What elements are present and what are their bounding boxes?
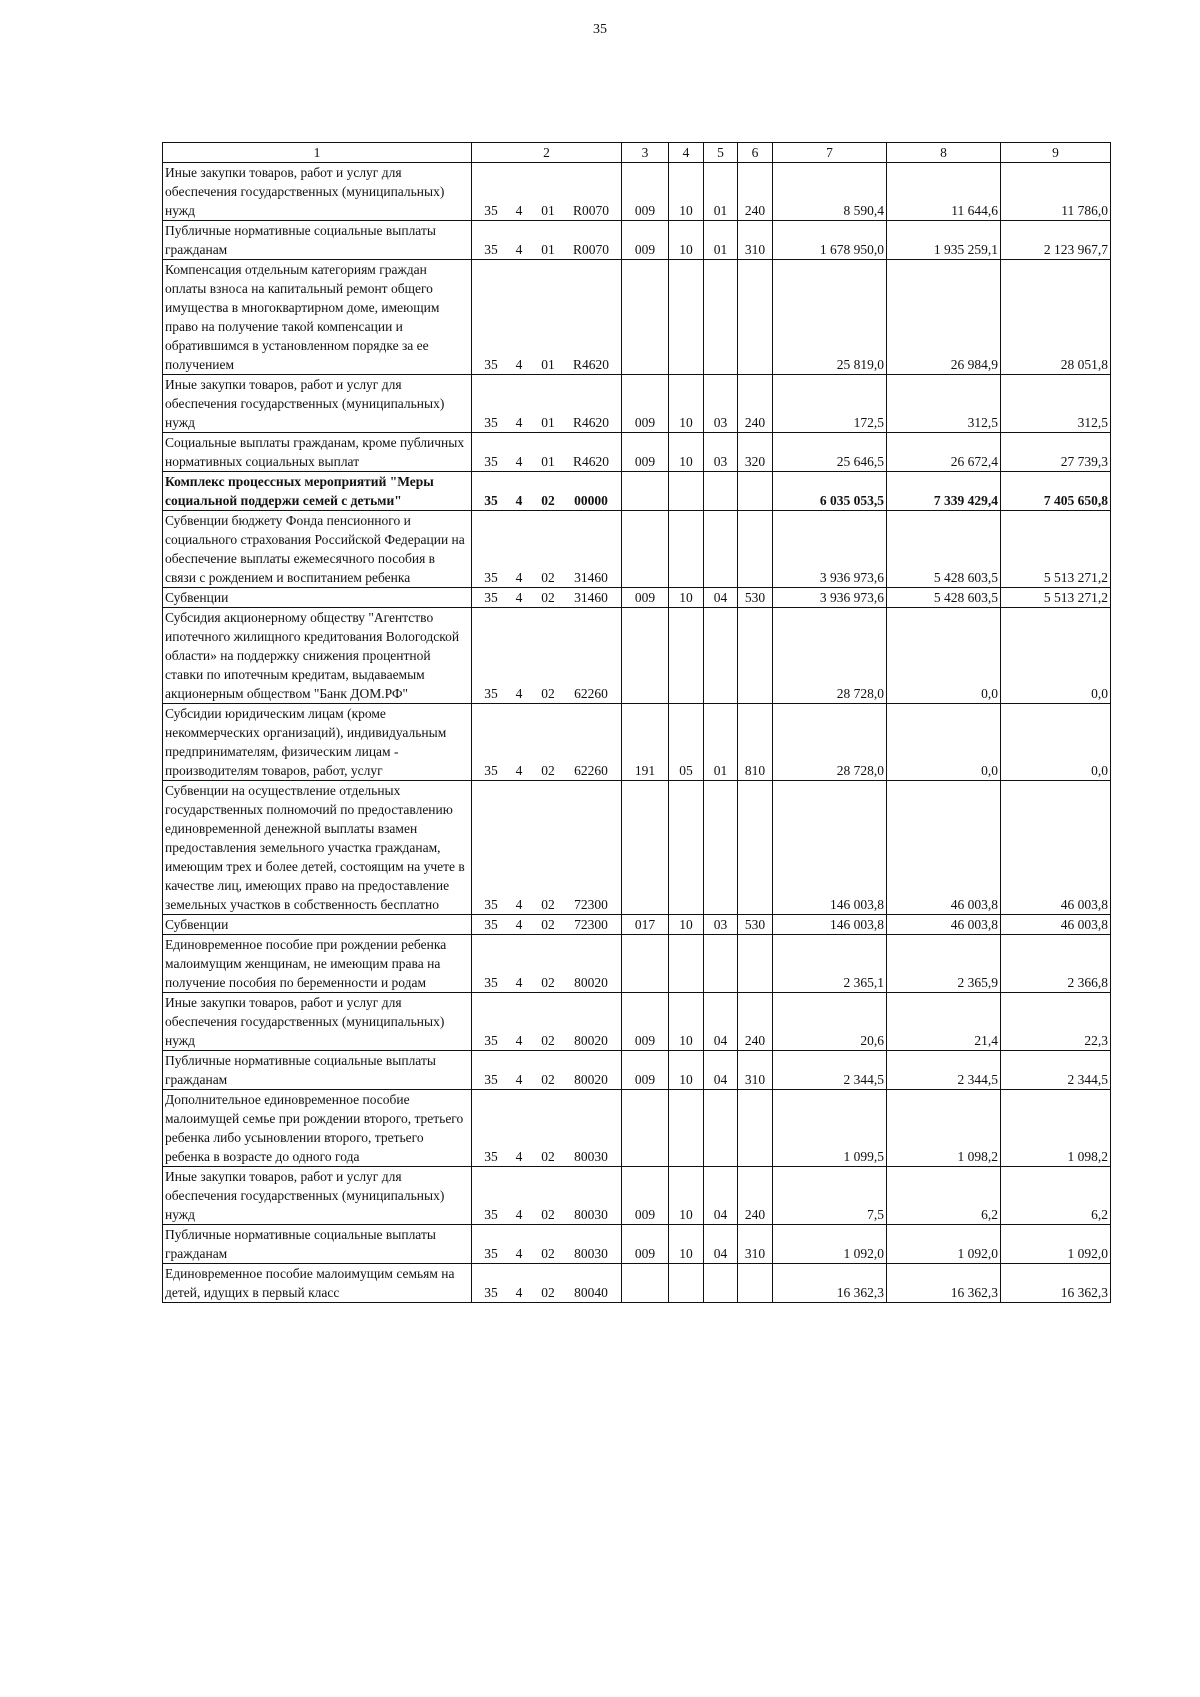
amount-cell: 2 365,9 <box>887 935 1001 993</box>
code-cell: 310 <box>738 221 773 260</box>
code-cell: 10 <box>669 221 704 260</box>
code-cell <box>738 935 773 993</box>
code-cell <box>704 935 738 993</box>
code-part: 35 <box>484 415 498 430</box>
code-part: 4 <box>515 1033 523 1048</box>
code-part: 80040 <box>574 1285 608 1300</box>
amount-cell: 0,0 <box>1001 704 1111 781</box>
header-row <box>163 143 1111 163</box>
table-row <box>163 608 1111 704</box>
code-cell: 017 <box>622 915 669 935</box>
amount-cell: 21,4 <box>887 993 1001 1051</box>
amount-cell: 22,3 <box>1001 993 1111 1051</box>
table-row <box>163 260 1111 375</box>
amount-cell: 46 003,8 <box>1001 781 1111 915</box>
code-cell <box>738 608 773 704</box>
amount-cell: 11 644,6 <box>887 163 1001 221</box>
code-part: 02 <box>541 1285 555 1300</box>
code-cell: 03 <box>704 915 738 935</box>
amount-cell: 28 728,0 <box>773 704 887 781</box>
code-part: 02 <box>541 763 555 778</box>
amount-cell: 312,5 <box>1001 375 1111 433</box>
code-cell <box>622 472 669 511</box>
code-cell <box>738 781 773 915</box>
code-part: 35 <box>484 570 498 585</box>
amount-cell: 1 099,5 <box>773 1090 887 1167</box>
row-name: Иные закупки товаров, работ и услуг для обеспечения государственных (муниципальных) нужд <box>163 375 472 433</box>
code-part: 35 <box>484 590 498 605</box>
code-part: 01 <box>541 242 555 257</box>
row-name: Субвенции бюджету Фонда пенсионного и социального страхования Российской Федерации на обеспечение выплаты ежемесячного пособия в связи с рождением и воспитанием ребенка <box>163 511 472 588</box>
code-part: 4 <box>515 1285 523 1300</box>
row-name: Публичные нормативные социальные выплаты гражданам <box>163 221 472 260</box>
amount-cell: 1 098,2 <box>1001 1090 1111 1167</box>
table-row <box>163 781 1111 915</box>
amount-cell: 2 344,5 <box>1001 1051 1111 1090</box>
amount-cell: 16 362,3 <box>887 1264 1001 1303</box>
code-part: 35 <box>484 1285 498 1300</box>
code-cell <box>622 1090 669 1167</box>
code-cell <box>704 781 738 915</box>
code-part: 35 <box>484 357 498 372</box>
code-part: 80020 <box>574 1072 608 1087</box>
table-row <box>163 704 1111 781</box>
code-part: 4 <box>515 1207 523 1222</box>
amount-cell: 6,2 <box>1001 1167 1111 1225</box>
code-part: 02 <box>541 1072 555 1087</box>
row-name: Дополнительное единовременное пособие малоимущей семье при рождении второго, третьего ребенка либо усыновлении второго, третьего ребенка в возрасте до одного года <box>163 1090 472 1167</box>
amount-cell: 26 984,9 <box>887 260 1001 375</box>
code-part: 4 <box>515 493 523 508</box>
code-part: 35 <box>484 1033 498 1048</box>
code-cell <box>669 935 704 993</box>
code-cell: 009 <box>622 375 669 433</box>
code-part: 02 <box>541 686 555 701</box>
amount-cell: 7,5 <box>773 1167 887 1225</box>
target-article-code <box>472 608 622 704</box>
target-article-code <box>472 935 622 993</box>
target-article-code <box>472 1225 622 1264</box>
amount-cell: 5 428 603,5 <box>887 511 1001 588</box>
code-cell: 310 <box>738 1225 773 1264</box>
code-part: 4 <box>515 1072 523 1087</box>
code-part: 4 <box>515 590 523 605</box>
code-part: 31460 <box>574 590 608 605</box>
code-part: R4620 <box>572 415 609 430</box>
amount-cell: 0,0 <box>1001 608 1111 704</box>
target-article-code <box>472 993 622 1051</box>
amount-cell: 6 035 053,5 <box>773 472 887 511</box>
code-part: R4620 <box>572 454 609 469</box>
code-part: 35 <box>484 242 498 257</box>
code-cell: 009 <box>622 588 669 608</box>
code-part: 35 <box>484 454 498 469</box>
table-row <box>163 1051 1111 1090</box>
code-part: 62260 <box>574 763 608 778</box>
code-cell: 009 <box>622 1167 669 1225</box>
table-row <box>163 588 1111 608</box>
code-part: 80030 <box>574 1246 608 1261</box>
code-part: 02 <box>541 897 555 912</box>
row-name: Субвенции <box>163 588 472 608</box>
header-cell: 6 <box>738 143 773 163</box>
code-cell <box>704 260 738 375</box>
target-article-code <box>472 915 622 935</box>
code-cell <box>622 935 669 993</box>
code-part: 01 <box>541 357 555 372</box>
code-part: 01 <box>541 415 555 430</box>
table-body <box>163 163 1111 1303</box>
row-name: Комплекс процессных мероприятий "Меры социальной поддержи семей с детьми" <box>163 472 472 511</box>
code-cell: 05 <box>669 704 704 781</box>
target-article-code <box>472 1167 622 1225</box>
table-row <box>163 433 1111 472</box>
code-part: 62260 <box>574 686 608 701</box>
code-cell: 320 <box>738 433 773 472</box>
budget-table <box>162 142 1111 1303</box>
code-cell: 04 <box>704 1225 738 1264</box>
code-part: 35 <box>484 686 498 701</box>
code-part: 35 <box>484 897 498 912</box>
target-article-code <box>472 588 622 608</box>
target-article-code <box>472 511 622 588</box>
code-cell <box>669 260 704 375</box>
code-cell <box>669 781 704 915</box>
table-row <box>163 472 1111 511</box>
code-cell <box>622 260 669 375</box>
amount-cell: 25 819,0 <box>773 260 887 375</box>
code-part: 4 <box>515 763 523 778</box>
code-cell: 240 <box>738 375 773 433</box>
amount-cell: 5 428 603,5 <box>887 588 1001 608</box>
amount-cell: 46 003,8 <box>887 781 1001 915</box>
row-name: Публичные нормативные социальные выплаты гражданам <box>163 1051 472 1090</box>
code-cell: 04 <box>704 588 738 608</box>
target-article-code <box>472 1090 622 1167</box>
code-part: 35 <box>484 493 498 508</box>
target-article-code <box>472 1051 622 1090</box>
code-part: 02 <box>541 590 555 605</box>
code-cell: 240 <box>738 1167 773 1225</box>
amount-cell: 6,2 <box>887 1167 1001 1225</box>
code-cell: 310 <box>738 1051 773 1090</box>
code-cell <box>738 472 773 511</box>
target-article-code <box>472 1264 622 1303</box>
code-cell <box>669 511 704 588</box>
table-row <box>163 375 1111 433</box>
code-part: 4 <box>515 1246 523 1261</box>
target-article-code <box>472 472 622 511</box>
code-cell: 03 <box>704 375 738 433</box>
code-cell: 04 <box>704 993 738 1051</box>
code-cell: 01 <box>704 163 738 221</box>
code-part: 4 <box>515 415 523 430</box>
amount-cell: 1 935 259,1 <box>887 221 1001 260</box>
code-cell <box>622 781 669 915</box>
code-part: 35 <box>484 1072 498 1087</box>
code-cell: 810 <box>738 704 773 781</box>
code-part: 02 <box>541 975 555 990</box>
amount-cell: 1 678 950,0 <box>773 221 887 260</box>
code-cell <box>622 608 669 704</box>
header-cell: 5 <box>704 143 738 163</box>
amount-cell: 1 092,0 <box>1001 1225 1111 1264</box>
row-name: Единовременное пособие малоимущим семьям на детей, идущих в первый класс <box>163 1264 472 1303</box>
code-cell <box>669 1264 704 1303</box>
amount-cell: 1 098,2 <box>887 1090 1001 1167</box>
code-cell: 10 <box>669 1051 704 1090</box>
amount-cell: 1 092,0 <box>773 1225 887 1264</box>
amount-cell: 20,6 <box>773 993 887 1051</box>
target-article-code <box>472 433 622 472</box>
code-cell: 10 <box>669 993 704 1051</box>
code-cell <box>738 1090 773 1167</box>
table-row <box>163 1167 1111 1225</box>
code-part: 4 <box>515 686 523 701</box>
target-article-code <box>472 163 622 221</box>
row-name: Субвенции на осуществление отдельных государственных полномочий по предоставлению единовременной денежной выплаты взамен предоставления земельного участка гражданам, имеющим трех и более детей, состоящим на учете в качестве лиц, имеющих право на предоставление земельных участков в собственность бесплатно <box>163 781 472 915</box>
code-cell: 009 <box>622 221 669 260</box>
amount-cell: 172,5 <box>773 375 887 433</box>
code-part: 02 <box>541 493 555 508</box>
code-cell <box>704 1264 738 1303</box>
code-cell <box>622 511 669 588</box>
amount-cell: 2 365,1 <box>773 935 887 993</box>
table-row <box>163 935 1111 993</box>
amount-cell: 2 344,5 <box>887 1051 1001 1090</box>
amount-cell: 146 003,8 <box>773 915 887 935</box>
code-part: 4 <box>515 975 523 990</box>
code-part: 02 <box>541 1033 555 1048</box>
code-cell: 03 <box>704 433 738 472</box>
code-cell: 530 <box>738 915 773 935</box>
row-name: Единовременное пособие при рождении ребенка малоимущим женщинам, не имеющим права на получение пособия по беременности и родам <box>163 935 472 993</box>
code-cell <box>704 1090 738 1167</box>
code-cell: 10 <box>669 375 704 433</box>
code-part: 4 <box>515 242 523 257</box>
header-cell: 9 <box>1001 143 1111 163</box>
amount-cell: 2 123 967,7 <box>1001 221 1111 260</box>
code-cell: 191 <box>622 704 669 781</box>
code-cell: 240 <box>738 163 773 221</box>
code-part: 4 <box>515 454 523 469</box>
table-row <box>163 221 1111 260</box>
code-part: 02 <box>541 1149 555 1164</box>
amount-cell: 0,0 <box>887 704 1001 781</box>
amount-cell: 7 405 650,8 <box>1001 472 1111 511</box>
code-cell: 10 <box>669 915 704 935</box>
code-cell <box>738 511 773 588</box>
row-name: Социальные выплаты гражданам, кроме публичных нормативных социальных выплат <box>163 433 472 472</box>
code-cell: 10 <box>669 163 704 221</box>
amount-cell: 5 513 271,2 <box>1001 588 1111 608</box>
amount-cell: 16 362,3 <box>773 1264 887 1303</box>
row-name: Субсидия акционерному обществу "Агентство ипотечного жилищного кредитования Вологодской области» на поддержку снижения процентной ставки по ипотечным кредитам, выдаваемым акционерным обществом "Банк ДОМ.РФ" <box>163 608 472 704</box>
table-row <box>163 511 1111 588</box>
code-part: 01 <box>541 454 555 469</box>
code-cell: 10 <box>669 433 704 472</box>
code-cell: 10 <box>669 588 704 608</box>
code-cell: 04 <box>704 1167 738 1225</box>
code-part: 4 <box>515 203 523 218</box>
code-part: 4 <box>515 357 523 372</box>
amount-cell: 11 786,0 <box>1001 163 1111 221</box>
code-cell: 10 <box>669 1167 704 1225</box>
target-article-code <box>472 260 622 375</box>
code-cell: 240 <box>738 993 773 1051</box>
amount-cell: 28 728,0 <box>773 608 887 704</box>
target-article-code <box>472 704 622 781</box>
table-row <box>163 163 1111 221</box>
code-cell: 009 <box>622 433 669 472</box>
code-part: 02 <box>541 570 555 585</box>
code-part: 31460 <box>574 570 608 585</box>
amount-cell: 3 936 973,6 <box>773 511 887 588</box>
amount-cell: 16 362,3 <box>1001 1264 1111 1303</box>
header-cell: 7 <box>773 143 887 163</box>
amount-cell: 0,0 <box>887 608 1001 704</box>
code-part: 35 <box>484 1149 498 1164</box>
code-part: 72300 <box>574 897 608 912</box>
table-row <box>163 1225 1111 1264</box>
code-cell <box>704 472 738 511</box>
code-part: 4 <box>515 1149 523 1164</box>
target-article-code <box>472 375 622 433</box>
code-part: 72300 <box>574 917 608 932</box>
header-cell: 2 <box>472 143 622 163</box>
code-cell: 01 <box>704 221 738 260</box>
amount-cell: 28 051,8 <box>1001 260 1111 375</box>
code-cell <box>669 608 704 704</box>
code-part: 00000 <box>574 493 608 508</box>
header-cell: 1 <box>163 143 472 163</box>
code-part: R0070 <box>572 203 609 218</box>
target-article-code <box>472 781 622 915</box>
code-cell <box>669 472 704 511</box>
row-name: Иные закупки товаров, работ и услуг для обеспечения государственных (муниципальных) нужд <box>163 1167 472 1225</box>
code-part: 4 <box>515 917 523 932</box>
row-name: Иные закупки товаров, работ и услуг для обеспечения государственных (муниципальных) нужд <box>163 163 472 221</box>
code-part: 35 <box>484 1246 498 1261</box>
code-part: 35 <box>484 763 498 778</box>
amount-cell: 25 646,5 <box>773 433 887 472</box>
code-cell: 009 <box>622 163 669 221</box>
code-cell: 01 <box>704 704 738 781</box>
header-cell: 3 <box>622 143 669 163</box>
code-cell: 530 <box>738 588 773 608</box>
amount-cell: 7 339 429,4 <box>887 472 1001 511</box>
code-cell <box>622 1264 669 1303</box>
table-row <box>163 915 1111 935</box>
code-cell: 009 <box>622 1051 669 1090</box>
code-part: 35 <box>484 203 498 218</box>
code-part: 80030 <box>574 1207 608 1222</box>
code-part: 35 <box>484 975 498 990</box>
code-part: 80020 <box>574 975 608 990</box>
header-cell: 8 <box>887 143 1001 163</box>
code-cell: 04 <box>704 1051 738 1090</box>
code-part: 01 <box>541 203 555 218</box>
table-row <box>163 993 1111 1051</box>
amount-cell: 5 513 271,2 <box>1001 511 1111 588</box>
amount-cell: 8 590,4 <box>773 163 887 221</box>
row-name: Субвенции <box>163 915 472 935</box>
code-part: 4 <box>515 897 523 912</box>
code-cell: 10 <box>669 1225 704 1264</box>
target-article-code <box>472 221 622 260</box>
code-part: 35 <box>484 1207 498 1222</box>
code-part: 35 <box>484 917 498 932</box>
amount-cell: 2 366,8 <box>1001 935 1111 993</box>
row-name: Иные закупки товаров, работ и услуг для обеспечения государственных (муниципальных) нужд <box>163 993 472 1051</box>
code-part: 02 <box>541 1246 555 1261</box>
code-part: 80030 <box>574 1149 608 1164</box>
amount-cell: 2 344,5 <box>773 1051 887 1090</box>
row-name: Публичные нормативные социальные выплаты гражданам <box>163 1225 472 1264</box>
row-name: Компенсация отдельным категориям граждан оплаты взноса на капитальный ремонт общего имущества в многоквартирном доме, имеющим право на получение такой компенсации и обратившимся в установленном порядке за ее получением <box>163 260 472 375</box>
amount-cell: 27 739,3 <box>1001 433 1111 472</box>
amount-cell: 46 003,8 <box>1001 915 1111 935</box>
code-cell <box>704 511 738 588</box>
amount-cell: 1 092,0 <box>887 1225 1001 1264</box>
code-cell <box>738 1264 773 1303</box>
header-cell: 4 <box>669 143 704 163</box>
table-row <box>163 1264 1111 1303</box>
amount-cell: 146 003,8 <box>773 781 887 915</box>
code-part: 02 <box>541 1207 555 1222</box>
row-name: Субсидии юридическим лицам (кроме некоммерческих организаций), индивидуальным предпринимателям, физическим лицам - производителям товаров, работ, услуг <box>163 704 472 781</box>
code-cell <box>738 260 773 375</box>
code-cell <box>669 1090 704 1167</box>
code-part: R4620 <box>572 357 609 372</box>
amount-cell: 46 003,8 <box>887 915 1001 935</box>
page-number: 35 <box>593 22 607 37</box>
code-part: 4 <box>515 570 523 585</box>
table-row <box>163 1090 1111 1167</box>
amount-cell: 26 672,4 <box>887 433 1001 472</box>
code-part: R0070 <box>572 242 609 257</box>
code-part: 80020 <box>574 1033 608 1048</box>
code-part: 02 <box>541 917 555 932</box>
code-cell <box>704 608 738 704</box>
code-cell: 009 <box>622 993 669 1051</box>
amount-cell: 3 936 973,6 <box>773 588 887 608</box>
amount-cell: 312,5 <box>887 375 1001 433</box>
code-cell: 009 <box>622 1225 669 1264</box>
